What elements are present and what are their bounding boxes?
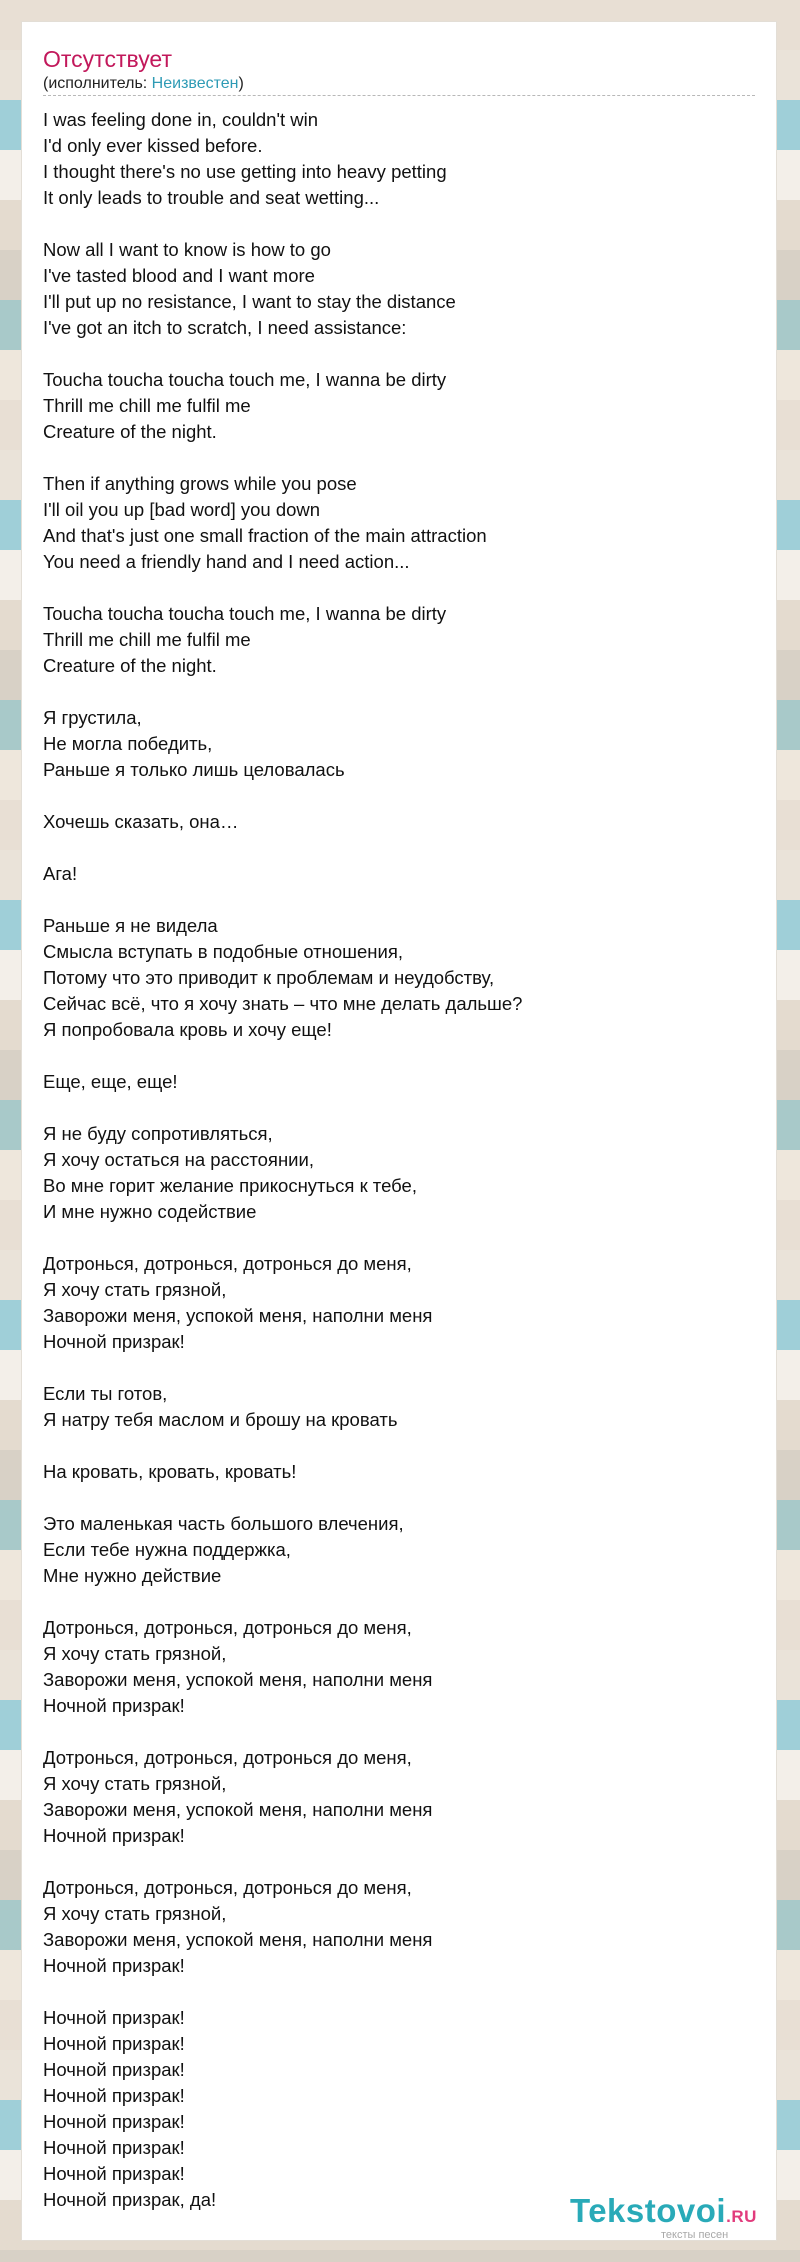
lyric-line: Ночной призрак, да! bbox=[43, 2189, 217, 2210]
lyric-line: Я не буду сопротивляться, bbox=[43, 1123, 273, 1144]
lyric-line: Не могла победить, bbox=[43, 733, 213, 754]
lyric-line: Я попробовала кровь и хочу еще! bbox=[43, 1019, 332, 1040]
lyric-line: Заворожи меня, успокой меня, наполни меня bbox=[43, 1799, 433, 1820]
logo-tld: .RU bbox=[726, 2207, 757, 2226]
lyric-line: Я натру тебя маслом и брошу на кровать bbox=[43, 1409, 398, 1430]
stanza-break bbox=[43, 445, 755, 471]
stanza-break bbox=[43, 1485, 755, 1511]
lyric-line: Дотронься, дотронься, дотронься до меня, bbox=[43, 1253, 412, 1274]
lyric-line: Ночной призрак! bbox=[43, 2007, 185, 2028]
lyric-line: Раньше я только лишь целовалась bbox=[43, 759, 345, 780]
lyric-line: Ага! bbox=[43, 863, 78, 884]
lyric-line: I've tasted blood and I want more bbox=[43, 265, 315, 286]
lyrics-text bbox=[43, 107, 755, 2213]
lyric-line: Я хочу стать грязной, bbox=[43, 1279, 227, 1300]
lyric-line: Ночной призрак! bbox=[43, 2033, 185, 2054]
lyric-line: Ночной призрак! bbox=[43, 1331, 185, 1352]
lyric-line: Заворожи меня, успокой меня, наполни меня bbox=[43, 1669, 433, 1690]
lyric-line: Ночной призрак! bbox=[43, 1695, 185, 1716]
lyric-line: Toucha toucha toucha touch me, I wanna be dirty bbox=[43, 603, 447, 624]
lyric-line: Ночной призрак! bbox=[43, 2059, 185, 2080]
stanza-break bbox=[43, 1355, 755, 1381]
lyric-line: Now all I want to know is how to go bbox=[43, 239, 331, 260]
lyric-line: I thought there's no use getting into heavy petting bbox=[43, 161, 447, 182]
lyric-line: You need a friendly hand and I need action... bbox=[43, 551, 410, 572]
lyric-line: Дотронься, дотронься, дотронься до меня, bbox=[43, 1617, 412, 1638]
site-logo[interactable] bbox=[570, 2191, 782, 2253]
logo-main-text: Tekstovoi bbox=[570, 2192, 727, 2229]
lyric-line: Я грустила, bbox=[43, 707, 142, 728]
lyric-line: Я хочу остаться на расстоянии, bbox=[43, 1149, 314, 1170]
lyric-line: Дотронься, дотронься, дотронься до меня, bbox=[43, 1747, 412, 1768]
stanza-break bbox=[43, 679, 755, 705]
artist-suffix: ) bbox=[238, 75, 244, 92]
title-divider bbox=[43, 95, 755, 96]
lyric-line: Then if anything grows while you pose bbox=[43, 473, 357, 494]
stanza-break bbox=[43, 1095, 755, 1121]
lyric-line: Я хочу стать грязной, bbox=[43, 1903, 227, 1924]
lyric-line: Дотронься, дотронься, дотронься до меня, bbox=[43, 1877, 412, 1898]
stanza-break bbox=[43, 1719, 755, 1745]
lyric-line: Смысла вступать в подобные отношения, bbox=[43, 941, 403, 962]
stanza-break bbox=[43, 211, 755, 237]
stanza-break bbox=[43, 783, 755, 809]
lyric-line: Если тебе нужна поддержка, bbox=[43, 1539, 291, 1560]
lyric-line: I was feeling done in, couldn't win bbox=[43, 109, 319, 130]
logo-tagline: тексты песен bbox=[661, 2229, 729, 2241]
lyric-line: I'll put up no resistance, I want to stay the distance bbox=[43, 291, 456, 312]
lyric-line: На кровать, кровать, кровать! bbox=[43, 1461, 297, 1482]
artist-prefix: (исполнитель: bbox=[43, 75, 152, 92]
lyric-line: Creature of the night. bbox=[43, 655, 217, 676]
lyric-line: Thrill me chill me fulfil me bbox=[43, 395, 251, 416]
stanza-break bbox=[43, 1043, 755, 1069]
lyric-line: Сейчас всё, что я хочу знать – что мне делать дальше? bbox=[43, 993, 523, 1014]
lyric-line: It only leads to trouble and seat wetting... bbox=[43, 187, 380, 208]
lyric-line: Ночной призрак! bbox=[43, 2085, 185, 2106]
stanza-break bbox=[43, 1849, 755, 1875]
lyrics-page bbox=[21, 21, 777, 2241]
lyric-line: Я хочу стать грязной, bbox=[43, 1643, 227, 1664]
lyric-line: Ночной призрак! bbox=[43, 2111, 185, 2132]
lyric-line: I've got an itch to scratch, I need assistance: bbox=[43, 317, 407, 338]
lyric-line: Еще, еще, еще! bbox=[43, 1071, 178, 1092]
lyric-line: I'd only ever kissed before. bbox=[43, 135, 263, 156]
stanza-break bbox=[43, 1225, 755, 1251]
stanza-break bbox=[43, 887, 755, 913]
stanza-break bbox=[43, 341, 755, 367]
lyric-line: Ночной призрак! bbox=[43, 2137, 185, 2158]
lyric-line: Если ты готов, bbox=[43, 1383, 168, 1404]
lyric-line: Мне нужно действие bbox=[43, 1565, 222, 1586]
lyric-line: И мне нужно содействие bbox=[43, 1201, 257, 1222]
song-title: Отсутствует bbox=[43, 46, 172, 72]
lyric-line: Во мне горит желание прикоснуться к тебе, bbox=[43, 1175, 417, 1196]
lyric-line: Раньше я не видела bbox=[43, 915, 218, 936]
lyric-line: Потому что это приводит к проблемам и неудобству, bbox=[43, 967, 495, 988]
lyric-line: Thrill me chill me fulfil me bbox=[43, 629, 251, 650]
artist-link[interactable]: Неизвестен bbox=[151, 75, 239, 92]
lyric-line: Я хочу стать грязной, bbox=[43, 1773, 227, 1794]
lyric-line: Creature of the night. bbox=[43, 421, 217, 442]
lyric-line: Заворожи меня, успокой меня, наполни меня bbox=[43, 1929, 433, 1950]
lyric-line: And that's just one small fraction of the main attraction bbox=[43, 525, 487, 546]
artist-line bbox=[43, 74, 244, 94]
stanza-break bbox=[43, 1433, 755, 1459]
lyric-line: Ночной призрак! bbox=[43, 1825, 185, 1846]
stanza-break bbox=[43, 1979, 755, 2005]
lyric-line: Ночной призрак! bbox=[43, 1955, 185, 1976]
stanza-break bbox=[43, 835, 755, 861]
lyric-line: Хочешь сказать, она… bbox=[43, 811, 239, 832]
lyric-line: Ночной призрак! bbox=[43, 2163, 185, 2184]
lyric-line: Это маленькая часть большого влечения, bbox=[43, 1513, 404, 1534]
lyric-line: Toucha toucha toucha touch me, I wanna be dirty bbox=[43, 369, 447, 390]
lyric-line: I'll oil you up [bad word] you down bbox=[43, 499, 321, 520]
lyric-line: Заворожи меня, успокой меня, наполни меня bbox=[43, 1305, 433, 1326]
stanza-break bbox=[43, 575, 755, 601]
stanza-break bbox=[43, 1589, 755, 1615]
